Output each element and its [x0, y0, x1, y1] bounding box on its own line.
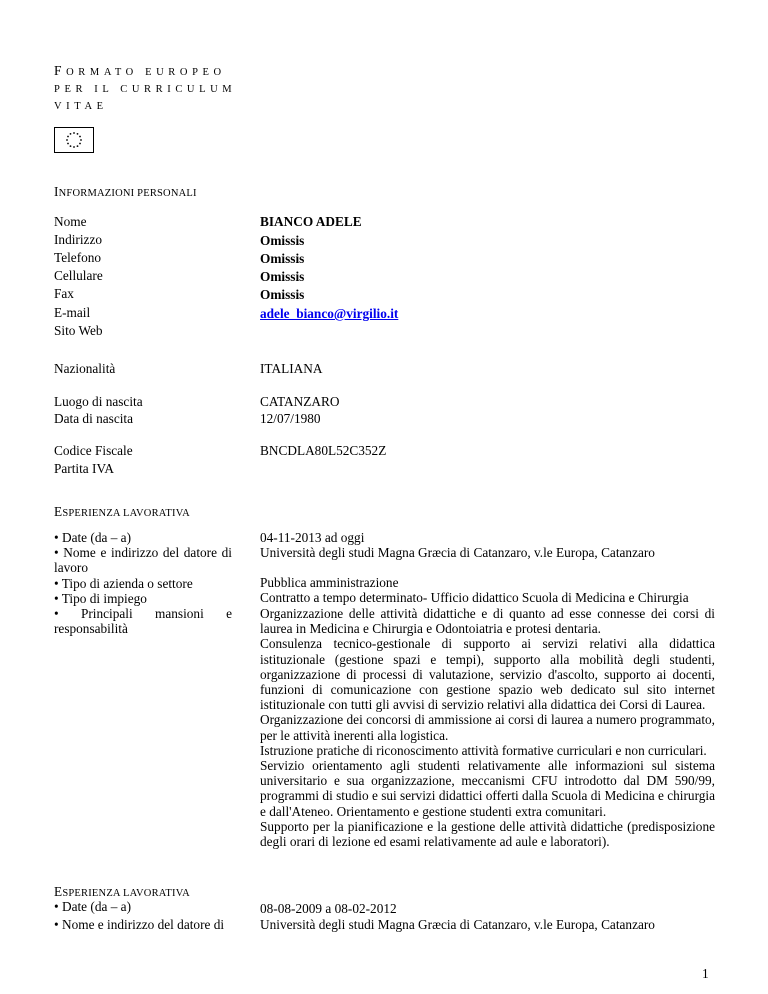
- title-initial: F: [54, 63, 67, 78]
- experience-heading-2: ESPERIENZA LAVORATIVA: [54, 884, 190, 899]
- value-cellulare: Omissis: [260, 269, 305, 284]
- value-telefono: Omissis: [260, 251, 305, 266]
- label-nome: Nome: [54, 214, 87, 229]
- title-line1: ORMATO EUROPEO: [66, 67, 226, 78]
- label-fax: Fax: [54, 286, 74, 301]
- value-indirizzo: Omissis: [260, 233, 305, 248]
- value-data-nascita: 12/07/1980: [260, 411, 321, 426]
- title-line3: VITAE: [54, 101, 108, 112]
- page-number: 1: [702, 966, 709, 981]
- experience-2-employer: Università degli studi Magna Græcia di Catanzaro, v.le Europa, Catanzaro: [260, 917, 655, 932]
- eu-flag-icon: [54, 127, 94, 153]
- experience-1-labels: • Date (da – a) • Nome e indirizzo del datore di lavoro • Tipo di azienda o settore • Tipo di impiego • Principali mansioni e responsabilità: [54, 530, 232, 637]
- value-nazionalita: ITALIANA: [260, 361, 323, 376]
- experience-1-dates: 04-11-2013 ad oggi: [260, 530, 365, 545]
- cv-title: [54, 62, 236, 115]
- experience-1-employer: Università degli studi Magna Græcia di Catanzaro, v.le Europa, Catanzaro: [260, 545, 655, 560]
- experience-2-label-dates: • Date (da – a): [54, 899, 132, 914]
- experience-1-job-type: Contratto a tempo determinato- Ufficio didattico Scuola di Medicina e Chirurgia: [260, 590, 689, 605]
- title-line2: PER IL CURRICULUM: [54, 84, 237, 95]
- value-fax: Omissis: [260, 287, 305, 302]
- label-nazionalita: Nazionalità: [54, 361, 116, 376]
- label-cellulare: Cellulare: [54, 268, 103, 283]
- label-data-nascita: Data di nascita: [54, 411, 134, 426]
- email-link[interactable]: adele_bianco@virgilio.it: [260, 306, 399, 321]
- value-nome: BIANCO ADELE: [260, 214, 362, 229]
- label-codice-fiscale: Codice Fiscale: [54, 443, 133, 458]
- personal-info-heading: INFORMAZIONI PERSONALI: [54, 184, 197, 199]
- value-codice-fiscale: BNCDLA80L52C352Z: [260, 443, 387, 458]
- value-luogo-nascita: CATANZARO: [260, 394, 340, 409]
- label-telefono: Telefono: [54, 250, 102, 265]
- experience-1-duties: Organizzazione delle attività didattiche e di quanto ad esse connesse dei corsi di laurea in Medicina e Chirurgia e Odontoiatria e protesi dentaria. Consulenza tecnico-gestionale di supporto ai servizi relativi alla didattica istituzionale (gestione spazi e tempi), supporto alla mobilità degli studenti, organizzazione di processi di valutazione, servizio d'ascolto, supporto ai docenti, funzioni di comunicazione con gestione spazio web dedicato sul sito internet istituzionale con tutti gli avvisi di servizio relativi alla didattica dei Corsi di Laurea. Organizzazione dei concorsi di ammissione ai corsi di laurea a numero programmato, per le attività inerenti alla logistica. Istruzione pratiche di riconoscimento attività formative curriculari e non curriculari. Servizio orientamento agli studenti relativamente alle informazioni sul sistema universitario e sua organizzazione, meccanismi CFU introdotto dal DM 590/99, programmi di studio e sui servizi didattici offerti dalla Scuola di Medicina e chirurgia e dall'Ateneo. Orientamento e gestione studenti extra comunitari. Supporto per la pianificazione e la gestione delle attività didattiche (predisposizione degli orari di lezione ed esami relativamente ad aule e laboratori).: [260, 606, 715, 850]
- label-partita-iva: Partita IVA: [54, 461, 114, 476]
- label-sito-web: Sito Web: [54, 323, 103, 338]
- experience-2-dates: 08-08-2009 a 08-02-2012: [260, 901, 397, 916]
- experience-2-label-employer: • Nome e indirizzo del datore di: [54, 917, 225, 932]
- label-indirizzo: Indirizzo: [54, 232, 102, 247]
- label-luogo-nascita: Luogo di nascita: [54, 394, 143, 409]
- label-email: E-mail: [54, 305, 91, 320]
- experience-heading-1: ESPERIENZA LAVORATIVA: [54, 504, 190, 519]
- experience-1-sector: Pubblica amministrazione: [260, 575, 399, 590]
